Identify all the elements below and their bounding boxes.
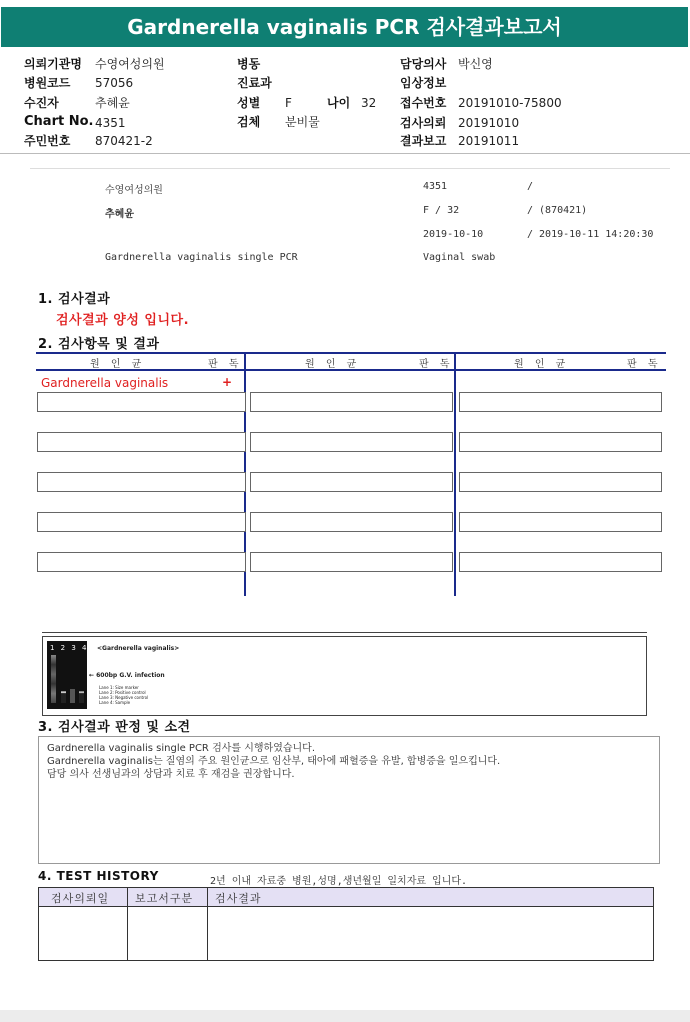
gel-top-rule — [42, 632, 647, 633]
gel-figure — [42, 636, 647, 716]
gel-lane-numbers: 1 2 3 4 — [50, 644, 89, 652]
hospital-code-value: 57056 — [95, 76, 134, 90]
gel-lane-2 — [61, 673, 66, 703]
sex-label: 성별 — [237, 96, 261, 110]
summary-name: 추혜윤 — [105, 209, 134, 220]
result-cell — [459, 552, 662, 572]
specimen-label: 검체 — [237, 115, 261, 129]
gel-legend-2: Lane 2: Positive control — [99, 690, 146, 695]
summary-clinic: 수영여성의원 — [105, 185, 163, 196]
history-col-divider-2 — [207, 888, 208, 960]
result-cell — [250, 432, 453, 452]
row1-result: + — [222, 375, 233, 389]
summary-test: Gardnerella vaginalis single PCR — [105, 252, 298, 263]
opinion-line-3: 담당 의사 선생님과의 상담과 치료 후 재검을 권장합니다. — [47, 769, 295, 780]
result-cell — [250, 472, 453, 492]
hospital-code-label: 병원코드 — [24, 76, 71, 90]
gel-image — [47, 641, 87, 709]
gel-band-label: ← 600bp G.V. infection — [89, 672, 165, 679]
table-col-divider-2 — [454, 352, 456, 596]
resident-no-label: 주민번호 — [24, 134, 71, 148]
history-header — [39, 888, 653, 907]
section2-title: 2. 검사항목 및 결과 — [38, 337, 160, 352]
summary-slash: / — [527, 181, 534, 192]
result-cell — [37, 392, 246, 412]
section1-title: 1. 검사결과 — [38, 292, 111, 307]
header-divider — [0, 153, 690, 154]
age-label: 나이 — [327, 96, 351, 110]
resident-no-value: 870421-2 — [95, 134, 153, 148]
section4-note: 2년 이내 자료중 병원,성명,생년월일 일치자료 입니다. — [210, 876, 468, 887]
summary-sex-age: F / 32 — [423, 205, 460, 216]
report-date-value: 20191011 — [458, 134, 520, 148]
summary-chart: 4351 — [423, 181, 448, 192]
chart-no-value: 4351 — [95, 116, 126, 130]
gel-lane-4 — [79, 673, 84, 703]
institution-label: 의뢰기관명 — [24, 57, 82, 71]
history-table — [38, 887, 654, 961]
result-cell — [459, 472, 662, 492]
result-cell — [37, 552, 246, 572]
gel-lane-3 — [70, 689, 75, 703]
row1-pathogen: Gardnerella vaginalis — [41, 376, 169, 390]
col-pathogen-2: 원 인 균 — [305, 359, 361, 370]
result-cell — [37, 512, 246, 532]
receipt-no-value: 20191010-75800 — [458, 96, 562, 110]
summary-specimen: Vaginal swab — [423, 252, 496, 263]
col-judgment-2: 판 독 — [419, 359, 454, 370]
history-col-type: 보고서구분 — [135, 892, 194, 905]
history-col-date: 검사의뢰일 — [51, 892, 110, 905]
specimen-value: 분비물 — [285, 115, 320, 129]
receipt-no-label: 접수번호 — [400, 96, 447, 110]
result-cell — [37, 432, 246, 452]
gel-caption: <Gardnerella vaginalis> — [97, 645, 180, 652]
opinion-box — [38, 736, 660, 864]
section1-result: 검사결과 양성 입니다. — [56, 313, 190, 328]
col-judgment-1: 판 독 — [208, 359, 243, 370]
gel-legend-1: Lane 1: Size marker — [99, 685, 139, 690]
result-cell — [37, 472, 246, 492]
gel-lane-1 — [51, 655, 56, 703]
doctor-value: 박신영 — [458, 57, 493, 71]
opinion-line-2: Gardnerella vaginalis는 질염의 주요 원인균으로 임산부, 태아에 패혈증을 유발, 합병증을 일으킵니다. — [47, 756, 501, 767]
result-cell — [250, 512, 453, 532]
result-cell — [250, 552, 453, 572]
col-pathogen-1: 원 인 균 — [90, 359, 146, 370]
gel-legend-3: Lane 3: Negative control — [99, 695, 149, 700]
summary-date1: 2019-10-10 — [423, 229, 484, 240]
result-cell — [459, 392, 662, 412]
table-top-rule — [36, 352, 666, 354]
chart-no-label: Chart No. — [24, 114, 94, 129]
clinical-info-label: 임상정보 — [400, 76, 447, 90]
request-label: 검사의뢰 — [400, 116, 447, 130]
col-judgment-3: 판 독 — [627, 359, 662, 370]
request-value: 20191010 — [458, 116, 520, 130]
ward-label: 병동 — [237, 57, 261, 71]
examinee-label: 수진자 — [24, 96, 59, 110]
result-cell — [459, 432, 662, 452]
history-col-result: 검사결과 — [215, 892, 262, 905]
history-col-divider-1 — [127, 888, 128, 960]
gel-legend-4: Lane 4: Sample — [99, 700, 131, 705]
section4-title: 4. TEST HISTORY — [38, 869, 159, 883]
opinion-line-1: Gardnerella vaginalis single PCR 검사를 시행하였습니다. — [47, 743, 316, 754]
sex-value: F — [285, 96, 292, 110]
result-cell — [250, 392, 453, 412]
col-pathogen-3: 원 인 균 — [514, 359, 570, 370]
summary-resident: / (870421) — [527, 205, 588, 216]
report-date-label: 결과보고 — [400, 134, 447, 148]
department-label: 진료과 — [237, 76, 272, 90]
result-cell — [459, 512, 662, 532]
report-title: Gardnerella vaginalis PCR 검사결과보고서 — [1, 7, 688, 47]
section3-title: 3. 검사결과 판정 및 소견 — [38, 720, 191, 735]
doctor-label: 담당의사 — [400, 57, 447, 71]
age-value: 32 — [361, 96, 377, 110]
examinee-value: 추혜윤 — [95, 96, 130, 110]
institution-value: 수영여성의원 — [95, 57, 165, 71]
summary-date2: / 2019-10-11 14:20:30 — [527, 229, 654, 240]
summary-divider — [30, 168, 670, 169]
